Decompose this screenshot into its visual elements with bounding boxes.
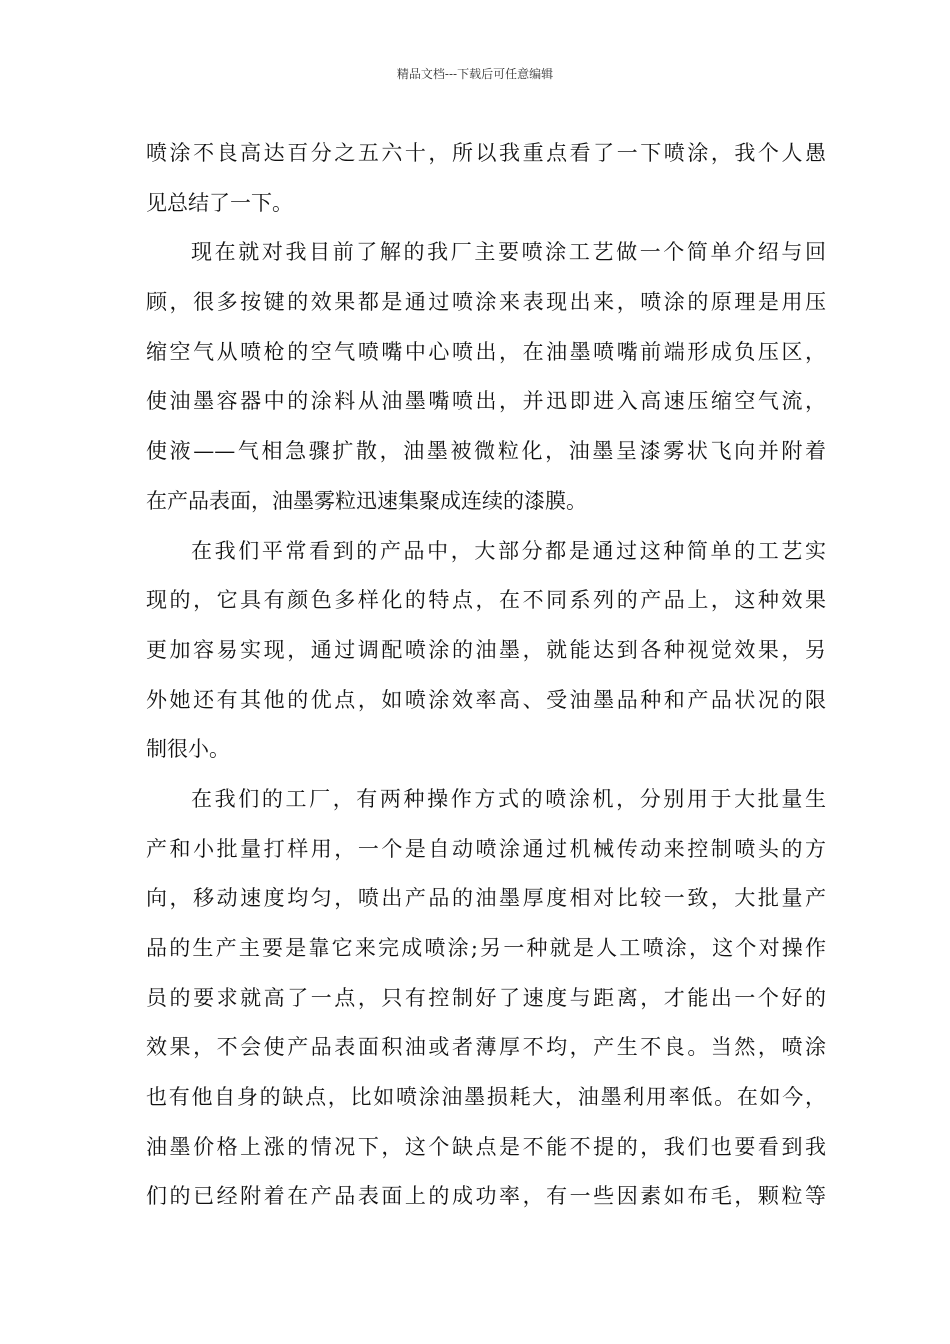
- page-header: 精品文档---下载后可任意编辑: [396, 67, 554, 81]
- text-line: 喷涂不良高达百分之五六十，所以我重点看了一下喷涂，我个人愚: [146, 141, 826, 165]
- text-line: 见总结了一下。: [146, 190, 293, 215]
- text-line: 在产品表面，油墨雾粒迅速集聚成连续的漆膜。: [146, 488, 587, 513]
- paragraph-first-line: 在我们平常看到的产品中，大部分都是通过这种简单的工艺实: [191, 538, 826, 563]
- text-line: 制很小。: [146, 737, 230, 762]
- text-line: 外她还有其他的优点，如喷涂效率高、受油墨品种和产品状况的限: [146, 687, 826, 712]
- text-line: 员的要求就高了一点，只有控制好了速度与距离，才能出一个好的: [146, 985, 826, 1010]
- text-line: 更加容易实现，通过调配喷涂的油墨，就能达到各种视觉效果，另: [146, 637, 826, 662]
- text-line: 缩空气从喷枪的空气喷嘴中心喷出，在油墨喷嘴前端形成负压区，: [146, 339, 826, 364]
- paragraph-first-line: 在我们的工厂，有两种操作方式的喷涂机，分别用于大批量生: [191, 786, 826, 811]
- text-line: 使油墨容器中的涂料从油墨嘴喷出，并迅即进入高速压缩空气流，: [146, 389, 826, 414]
- text-line: 使液——气相急骤扩散，油墨被微粒化，油墨呈漆雾状飞向并附着: [146, 439, 826, 464]
- text-line: 现的，它具有颜色多样化的特点，在不同系列的产品上，这种效果: [146, 588, 826, 613]
- text-line: 顾，很多按键的效果都是通过喷涂来表现出来，喷涂的原理是用压: [146, 290, 826, 315]
- text-line: 也有他自身的缺点，比如喷涂油墨损耗大，油墨利用率低。在如今，: [146, 1085, 826, 1110]
- paragraph-first-line: 现在就对我目前了解的我厂主要喷涂工艺做一个简单介绍与回: [191, 240, 826, 265]
- text-line: 油墨价格上涨的情况下，这个缺点是不能不提的，我们也要看到我: [146, 1134, 826, 1159]
- text-line: 产和小批量打样用，一个是自动喷涂通过机械传动来控制喷头的方: [146, 836, 826, 861]
- text-line: 们的已经附着在产品表面上的成功率，有一些因素如布毛，颗粒等: [146, 1184, 826, 1209]
- text-line: 品的生产主要是靠它来完成喷涂;另一种就是人工喷涂，这个对操作: [146, 936, 826, 960]
- text-line: 效果，不会使产品表面积油或者薄厚不均，产生不良。当然，喷涂: [146, 1035, 826, 1060]
- text-line: 向，移动速度均匀，喷出产品的油墨厚度相对比较一致，大批量产: [146, 886, 826, 911]
- document-body: [146, 129, 826, 1222]
